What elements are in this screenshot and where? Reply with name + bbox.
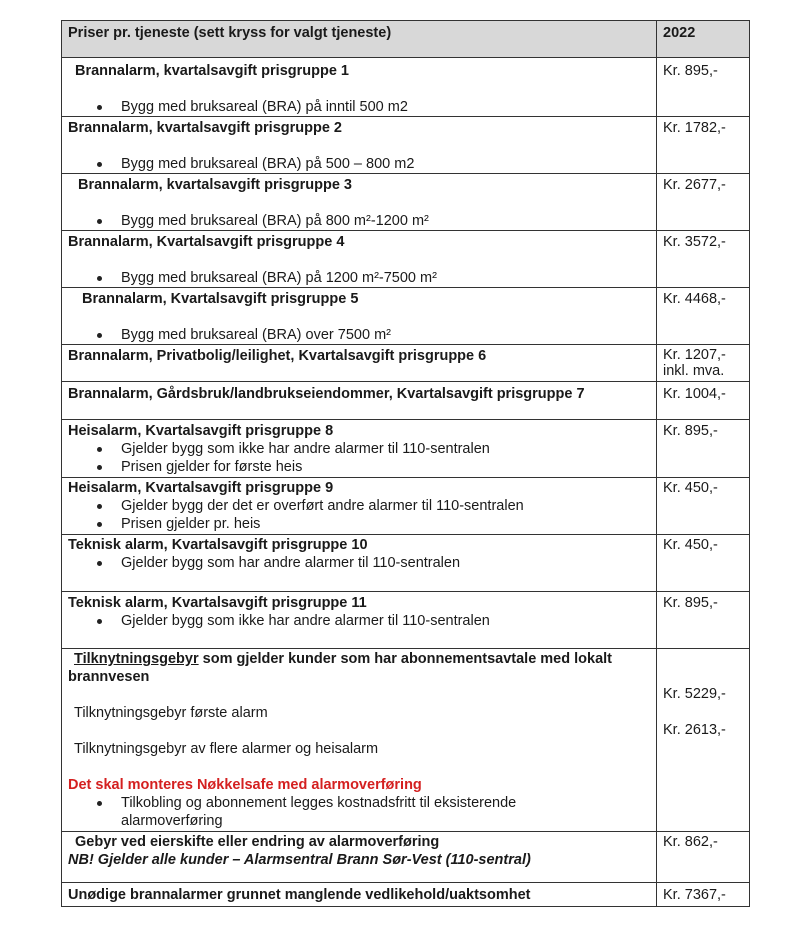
row-price: Kr. 4468,-	[663, 291, 726, 307]
row-price: Kr. 1207,-	[663, 347, 726, 363]
false-alarms-title: Unødige brannalarmer grunnet manglende vedlikehold/uaktsomhet	[68, 887, 531, 903]
list-item: Bygg med bruksareal (BRA) over 7500 m²	[68, 326, 650, 344]
connection-price-first: Kr. 5229,-	[663, 686, 726, 702]
owner-change-row	[62, 832, 750, 883]
row-price: Kr. 2677,-	[663, 177, 726, 193]
row-title: Teknisk alarm, Kvartalsavgift prisgruppe 10	[68, 537, 368, 553]
row-title: Brannalarm, Gårdsbruk/landbrukseiendommer, Kvartalsavgift prisgruppe 7	[68, 386, 585, 402]
row-title: Brannalarm, kvartalsavgift prisgruppe 1	[75, 63, 349, 79]
table-row	[62, 231, 750, 288]
owner-change-price: Kr. 862,-	[663, 834, 718, 850]
row-title: Heisalarm, Kvartalsavgift prisgruppe 8	[68, 423, 334, 439]
table-row	[62, 58, 750, 117]
list-item: Bygg med bruksareal (BRA) på 800 m²-1200 m²	[68, 212, 650, 230]
table-row	[62, 174, 750, 231]
connection-price-more: Kr. 2613,-	[663, 722, 726, 738]
connection-fee-row	[62, 649, 750, 832]
row-title: Heisalarm, Kvartalsavgift prisgruppe 9	[68, 480, 334, 496]
header-year: 2022	[657, 21, 750, 58]
row-title: Brannalarm, Kvartalsavgift prisgruppe 4	[68, 234, 345, 250]
table-row	[62, 420, 750, 478]
table-row	[62, 382, 750, 420]
table-row	[62, 345, 750, 382]
row-title: Brannalarm, kvartalsavgift prisgruppe 2	[68, 120, 342, 136]
owner-change-note: NB! Gjelder alle kunder – Alarmsentral Brann Sør-Vest (110-sentral)	[68, 852, 531, 868]
connection-more-alarms: Tilknytningsgebyr av flere alarmer og heisalarm	[74, 741, 379, 757]
row-price: Kr. 895,-	[663, 63, 718, 79]
false-alarms-price: Kr. 7367,-	[663, 887, 726, 903]
table-row	[62, 117, 750, 174]
row-title: Brannalarm, Kvartalsavgift prisgruppe 5	[82, 291, 359, 307]
table-row	[62, 592, 750, 649]
row-price: Kr. 895,-	[663, 423, 718, 439]
row-price: Kr. 1782,-	[663, 120, 726, 136]
list-item: Prisen gjelder for første heis	[68, 458, 650, 476]
list-item: Gjelder bygg der det er overført andre alarmer til 110-sentralen	[68, 497, 650, 515]
list-item: Prisen gjelder pr. heis	[68, 515, 650, 533]
row-price: Kr. 450,-	[663, 537, 718, 553]
price-table	[61, 20, 750, 907]
list-item: Bygg med bruksareal (BRA) på 500 – 800 m2	[68, 155, 650, 173]
connection-title-rest: som gjelder kunder som har abonnementsavtale med lokalt brannvesen	[68, 651, 612, 685]
list-item: Gjelder bygg som ikke har andre alarmer til 110-sentralen	[68, 440, 650, 458]
list-item: Tilkobling og abonnement legges kostnadsfritt til eksisterende alarmoverføring	[68, 794, 650, 830]
row-price: Kr. 1004,-	[663, 386, 726, 402]
list-item: Gjelder bygg som har andre alarmer til 110-sentralen	[68, 554, 650, 572]
false-alarms-row	[62, 883, 750, 907]
connection-title-underlined: Tilknytningsgebyr	[74, 651, 199, 667]
owner-change-title: Gebyr ved eierskifte eller endring av alarmoverføring	[75, 834, 440, 850]
row-price: Kr. 450,-	[663, 480, 718, 496]
table-row	[62, 288, 750, 345]
connection-first-alarm: Tilknytningsgebyr første alarm	[74, 705, 268, 721]
list-item: Gjelder bygg som ikke har andre alarmer til 110-sentralen	[68, 612, 650, 630]
row-title: Teknisk alarm, Kvartalsavgift prisgruppe 11	[68, 595, 367, 611]
table-header	[62, 21, 750, 58]
row-title: Brannalarm, kvartalsavgift prisgruppe 3	[78, 177, 352, 193]
list-item: Bygg med bruksareal (BRA) på 1200 m²-7500 m²	[68, 269, 650, 287]
row-title: Brannalarm, Privatbolig/leilighet, Kvartalsavgift prisgruppe 6	[68, 348, 487, 364]
row-price: Kr. 895,-	[663, 595, 718, 611]
table-row	[62, 478, 750, 535]
list-item: Bygg med bruksareal (BRA) på inntil 500 m2	[68, 98, 650, 116]
header-title: Priser pr. tjeneste (sett kryss for valgt tjeneste)	[62, 21, 657, 58]
row-price-note: inkl. mva.	[663, 363, 725, 379]
row-price: Kr. 3572,-	[663, 234, 726, 250]
table-row	[62, 535, 750, 592]
connection-warning: Det skal monteres Nøkkelsafe med alarmoverføring	[68, 777, 422, 793]
